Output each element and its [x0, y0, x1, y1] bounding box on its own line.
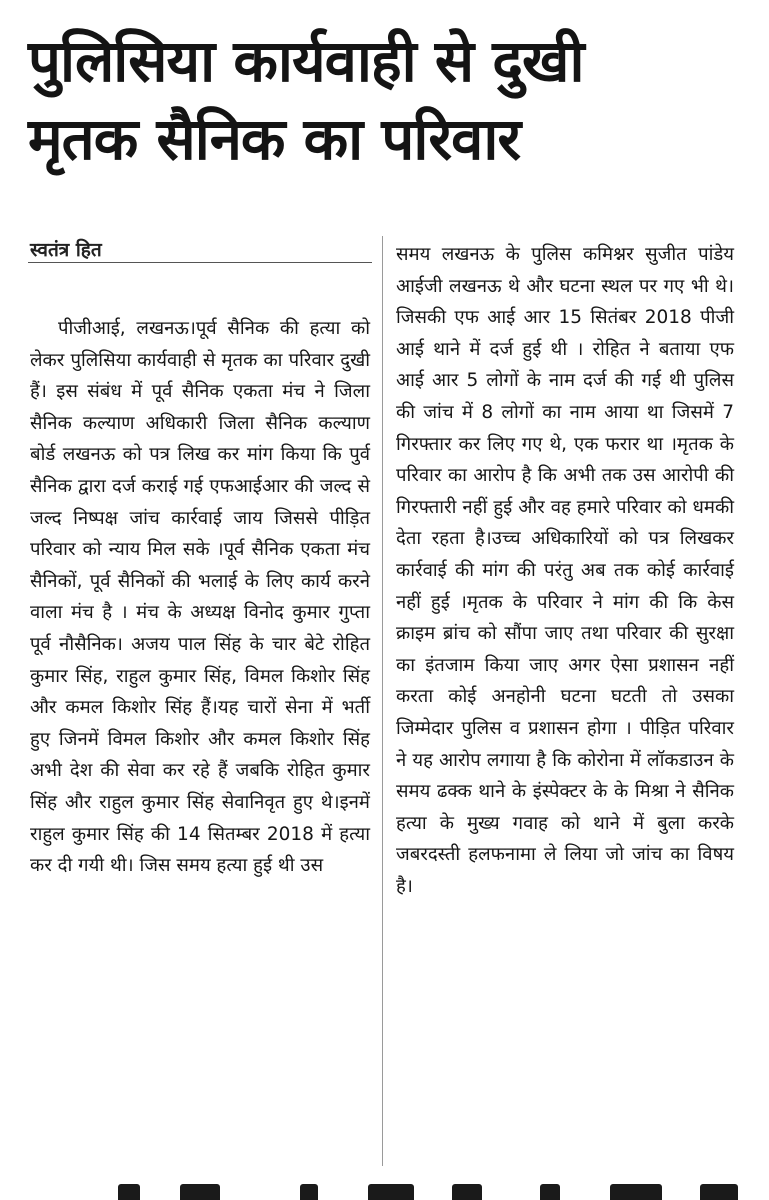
- column-divider: [382, 236, 383, 1166]
- article-headline: [28, 22, 758, 178]
- right-column-text: समय लखनऊ के पुलिस कमिश्नर सुजीत पांडेय आईजी लखनऊ थे और घटना स्थल पर गए भी थे। जिसकी एफ आई आर 15 सितंबर 2018 पीजी आई थाने में दर्ज हुई थी । रोहित ने बताया एफ आई आर 5 लोगों के नाम दर्ज की गई थी पुलिस की जांच में 8 लोगों का नाम आया था जिसमें 7 गिरफ्तार कर लिए गए थे, एक फरार था ।मृतक के परिवार का आरोप है कि अभी तक उस आरोपी की गिरफ्तारी नहीं हुई और वह हमारे परिवार को धमकी देता रहता है।उच्च अधिकारियों को पत्र लिखकर कार्रवाई की मांग की परंतु अब तक कोई कार्रवाई नहीं हुई ।मृतक के परिवार ने मांग की कि केस क्राइम ब्रांच को सौंपा जाए तथा परिवार की सुरक्षा का इंतजाम किया जाए अगर ऐसा प्रशासन नहीं करता कोई अनहोनी घटना घटती तो उसका जिम्मेदार पुलिस व प्रशासन होगा । पीड़ित परिवार ने यह आरोप लगाया है कि कोरोना में लॉकडाउन के समय ढक्क थाने के इंस्पेक्टर के के मिश्रा ने सैनिक हत्या के मुख्य गवाह को थाने में बुला करके जबरदस्ती हलफनामा ले लिया जो जांच का विषय है।: [396, 244, 734, 897]
- article-column-left: [30, 313, 370, 882]
- headline-line-2: मृतक सैनिक का परिवार: [28, 105, 521, 173]
- byline-divider: [28, 262, 372, 263]
- article-column-right: [396, 239, 734, 902]
- headline-line-1: पुलिसिया कार्यवाही से दुखी: [28, 27, 584, 95]
- byline: स्वतंत्र हित: [30, 239, 102, 261]
- left-column-text: पीजीआई, लखनऊ।पूर्व सैनिक की हत्या को लेकर पुलिसिया कार्यवाही से मृतक का परिवार दुखी हैं। इस संबंध में पूर्व सैनिक एकता मंच ने जिला सैनिक कल्याण अधिकारी जिला सैनिक कल्याण बोर्ड लखनऊ को पत्र लिख कर मांग किया कि पुर्व सैनिक द्वारा दर्ज कराई गई एफआईआर की जल्द से जल्द निष्पक्ष जांच कार्रवाई जाय जिससे पीड़ित परिवार को न्याय मिल सके ।पूर्व सैनिक एकता मंच सैनिकों, पूर्व सैनिकों की भलाई के लिए कार्य करने वाला मंच है । मंच के अध्यक्ष विनोद कुमार गुप्ता पूर्व नौसैनिक। अजय पाल सिंह के चार बेटे रोहित कुमार सिंह, राहुल कुमार सिंह, विमल किशोर सिंह और कमल किशोर सिंह हैं।यह चारों सेना में भर्ती हुए जिनमें विमल किशोर और कमल किशोर सिंह अभी देश की सेवा कर रहे हैं जबकि रोहित कुमार सिंह और राहुल कुमार सिंह सेवानिवृत हुए थे।इनमें राहुल कुमार सिंह की 14 सितम्बर 2018 में हत्या कर दी गयी थी। जिस समय हत्या हुई थी उस: [30, 318, 370, 877]
- next-article-cutoff: [0, 1180, 769, 1200]
